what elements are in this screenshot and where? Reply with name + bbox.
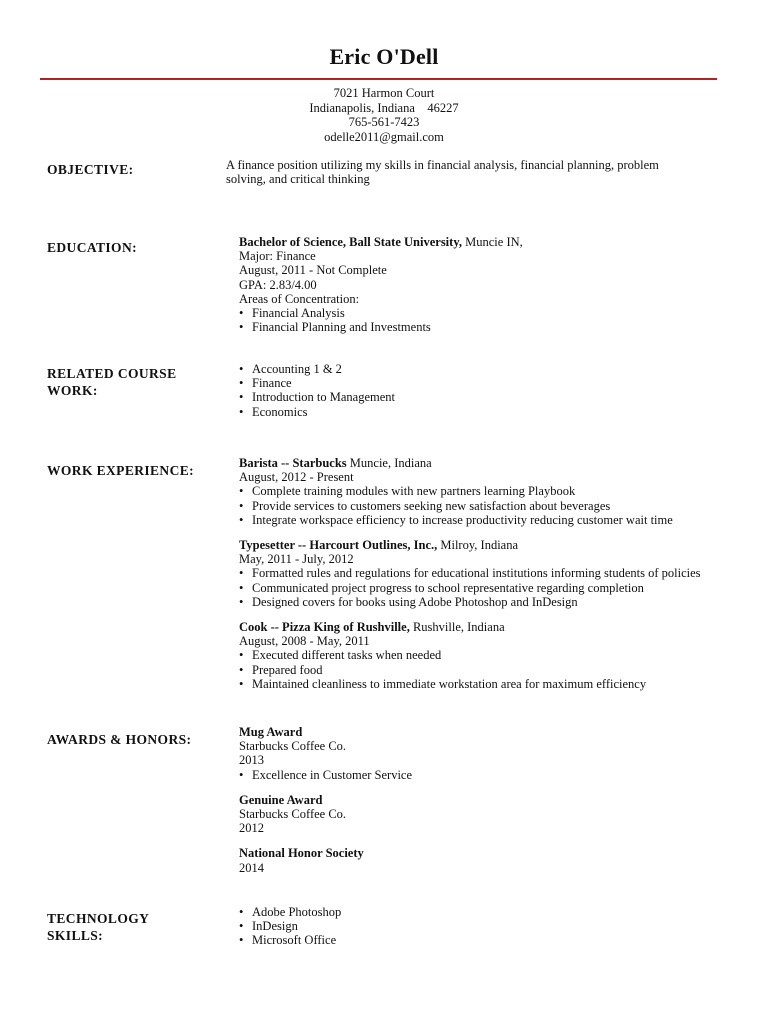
- job-dates: August, 2008 - May, 2011: [239, 634, 370, 649]
- areas-title: Areas of Concentration:: [239, 291, 360, 306]
- job-location: Milroy, Indiana: [437, 538, 519, 553]
- major: Major: Finance: [239, 249, 316, 264]
- gpa: GPA: 2.83/4.00: [239, 277, 317, 292]
- list-item: • Integrate workspace efficiency to increase productivity reducing customer wait time: [239, 513, 739, 527]
- job-title: Typesetter -- Harcourt Outlines, Inc.,: [239, 538, 438, 553]
- award-title: National Honor Society: [239, 846, 364, 861]
- awards-section: [239, 725, 739, 875]
- objective-line: solving, and critical thinking: [226, 172, 370, 186]
- award-org: Starbucks Coffee Co.: [239, 807, 347, 822]
- objective-text: [226, 158, 706, 186]
- list-item: • Prepared food: [239, 663, 739, 677]
- coursework-label-line: WORK:: [47, 383, 98, 398]
- list-item: • Complete training modules with new partners learning Playbook: [239, 484, 739, 498]
- objective-line: A finance position utilizing my skills in financial analysis, financial planning, problem: [226, 158, 659, 172]
- city-line: Indianapolis, Indiana 46227: [309, 100, 459, 115]
- award-year: 2012: [239, 821, 264, 836]
- education-section: [239, 235, 739, 334]
- list-item: • Finance: [239, 376, 739, 390]
- list-item: • Executed different tasks when needed: [239, 648, 739, 662]
- list-item: • InDesign: [239, 919, 739, 933]
- coursework-label: [47, 365, 177, 399]
- technology-label: [47, 910, 149, 944]
- address-line: 7021 Harmon Court: [333, 86, 435, 100]
- job-dates: May, 2011 - July, 2012: [239, 552, 354, 567]
- award-entry: [239, 793, 739, 836]
- award-org: Starbucks Coffee Co.: [239, 739, 347, 754]
- applicant-name: Eric O'Dell: [329, 44, 439, 69]
- job-entry: [239, 620, 739, 691]
- awards-label: AWARDS & HONORS:: [47, 732, 192, 747]
- award-year: 2013: [239, 753, 264, 768]
- objective-label: OBJECTIVE:: [47, 162, 134, 177]
- technology-section: [239, 905, 739, 948]
- award-entry: [239, 846, 739, 874]
- award-title: Genuine Award: [239, 792, 323, 807]
- job-title: Barista -- Starbucks: [239, 456, 347, 470]
- list-item: • Financial Planning and Investments: [239, 320, 739, 334]
- list-item: • Microsoft Office: [239, 933, 739, 947]
- email-line: odelle2011@gmail.com: [324, 129, 444, 144]
- list-item: • Provide services to customers seeking new satisfaction about beverages: [239, 499, 739, 513]
- award-title: Mug Award: [239, 725, 303, 739]
- header-divider: [40, 78, 717, 80]
- job-entry: [239, 456, 739, 527]
- list-item: • Introduction to Management: [239, 390, 739, 404]
- phone-line: 765-561-7423: [348, 115, 420, 129]
- list-item: • Excellence in Customer Service: [239, 768, 739, 782]
- list-item: • Financial Analysis: [239, 306, 739, 320]
- work-section: [239, 456, 739, 691]
- list-item: • Maintained cleanliness to immediate workstation area for maximum efficiency: [239, 677, 739, 691]
- education-label: EDUCATION:: [47, 240, 138, 255]
- award-entry: [239, 725, 739, 782]
- list-item: • Accounting 1 & 2: [239, 362, 739, 376]
- work-label: WORK EXPERIENCE:: [47, 463, 195, 478]
- job-location: Rushville, Indiana: [409, 620, 505, 635]
- technology-label-line: SKILLS:: [47, 928, 104, 943]
- school-location: Muncie IN,: [462, 235, 523, 249]
- list-item: • Adobe Photoshop: [239, 905, 739, 919]
- contact-info: [0, 86, 768, 144]
- coursework-label-line: RELATED COURSE: [47, 366, 177, 381]
- list-item: • Economics: [239, 405, 739, 419]
- list-item: • Formatted rules and regulations for educational institutions informing students of policies: [239, 566, 739, 580]
- coursework-section: [239, 362, 739, 419]
- job-entry: [239, 538, 739, 609]
- education-dates: August, 2011 - Not Complete: [239, 263, 387, 278]
- degree: Bachelor of Science, Ball State University,: [239, 235, 463, 249]
- list-item: • Designed covers for books using Adobe Photoshop and InDesign: [239, 595, 739, 609]
- job-location: Muncie, Indiana: [346, 456, 432, 470]
- job-dates: August, 2012 - Present: [239, 470, 354, 485]
- job-title: Cook -- Pizza King of Rushville,: [239, 620, 410, 635]
- technology-label-line: TECHNOLOGY: [47, 911, 150, 926]
- award-year: 2014: [239, 860, 264, 875]
- list-item: • Communicated project progress to school representative regarding completion: [239, 581, 739, 595]
